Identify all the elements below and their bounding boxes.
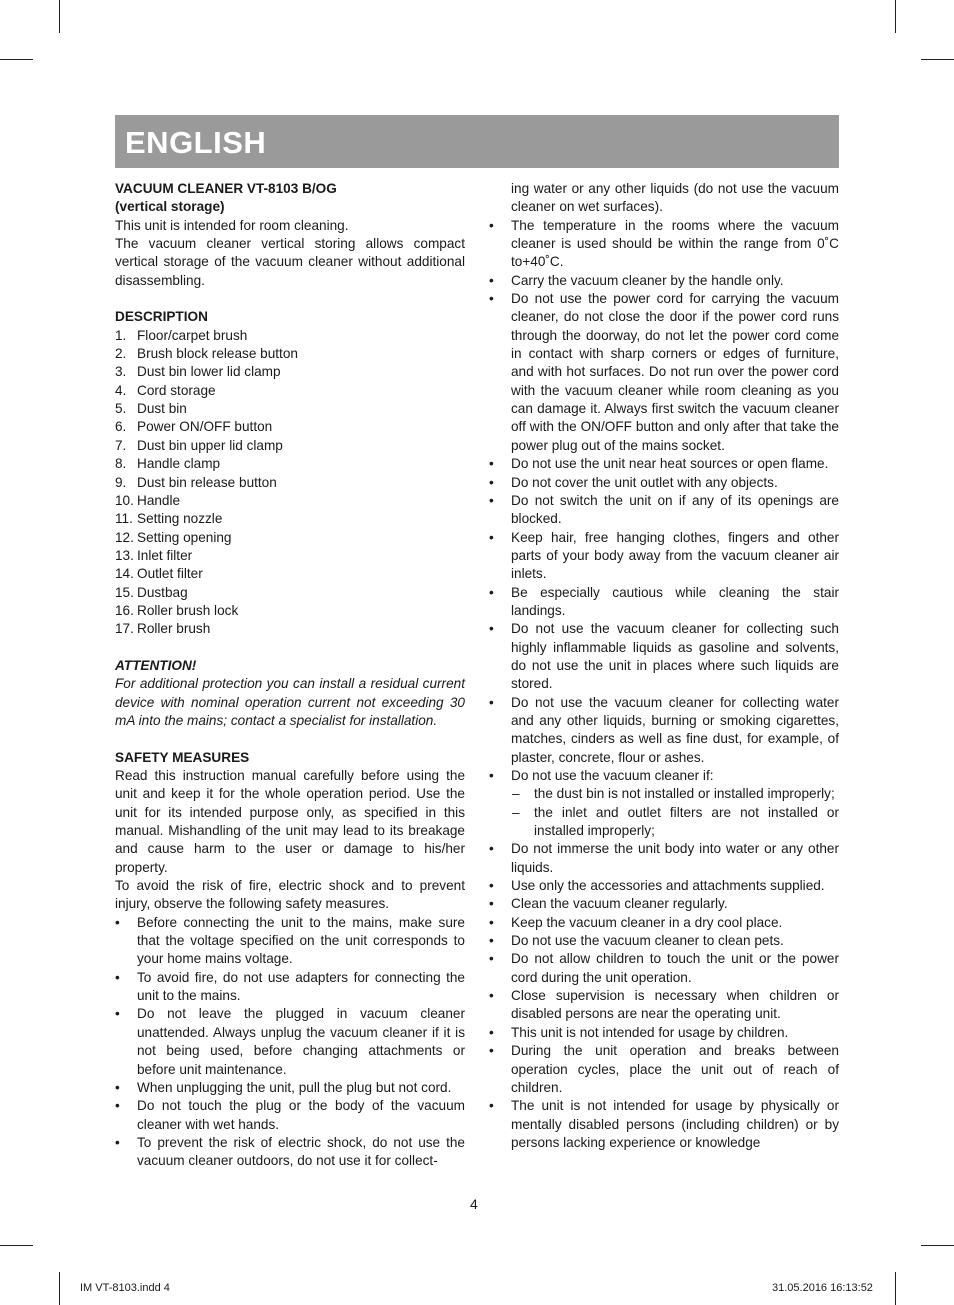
crop-mark bbox=[895, 0, 896, 33]
item-number: 4. bbox=[115, 382, 127, 398]
bullet-icon: • bbox=[489, 896, 494, 912]
list-item: • Do not allow children to touch the unit or the power cord during the unit operation. bbox=[489, 951, 839, 985]
item-number: 10. bbox=[115, 492, 134, 508]
safety-list bbox=[115, 914, 465, 1134]
bullet-icon: • bbox=[489, 914, 494, 930]
crop-mark bbox=[921, 59, 954, 60]
list-item: 13. Inlet filter bbox=[115, 547, 465, 565]
bullet-icon: • bbox=[489, 1024, 494, 1040]
list-item: • When unplugging the unit, pull the plug but not cord. bbox=[115, 1079, 465, 1097]
bullet-icon: • bbox=[115, 1006, 120, 1022]
list-item: • Do not use the unit near heat sources or open flame. bbox=[489, 455, 839, 473]
list-item: • Do not switch the unit on if any of its openings are blocked. bbox=[489, 492, 839, 527]
bullet-icon: • bbox=[115, 914, 120, 930]
item-number: 11. bbox=[115, 511, 133, 527]
list-item: 8. Handle clamp bbox=[115, 455, 465, 473]
item-number: 5. bbox=[115, 401, 127, 417]
list-item: 14. Outlet filter bbox=[115, 565, 465, 583]
list-item: • To avoid fire, do not use adapters for connecting the unit to the mains. bbox=[115, 969, 465, 1004]
crop-mark bbox=[895, 1272, 896, 1305]
list-item: 7. Dust bin upper lid clamp bbox=[115, 437, 465, 455]
description-list bbox=[115, 327, 465, 639]
item-number: 1. bbox=[115, 327, 127, 343]
list-item: • Use only the accessories and attachments supplied. bbox=[489, 877, 839, 895]
list-item: • During the unit operation and breaks between operation cycles, place the unit out of reach of children. bbox=[489, 1043, 839, 1095]
list-item: 10. Handle bbox=[115, 492, 465, 510]
list-item: 9. Dust bin release button bbox=[115, 474, 465, 492]
safety-paragraph: To avoid the risk of fire, electric shock and to prevent injury, observe the following safety measures. bbox=[115, 878, 465, 912]
safety-list bbox=[489, 840, 839, 1152]
crop-mark bbox=[0, 1245, 33, 1246]
list-item: • The unit is not intended for usage by physically or mentally disabled persons (including children) or by persons lacking experience or knowledge bbox=[489, 1098, 839, 1150]
list-item: 4. Cord storage bbox=[115, 382, 465, 400]
list-item: • Before connecting the unit to the mains, make sure that the voltage specified on the unit corresponds to your home mains voltage. bbox=[115, 914, 465, 967]
item-number: 6. bbox=[115, 419, 127, 435]
list-item: – the dust bin is not installed or installed improperly; bbox=[489, 785, 839, 803]
list-item: • Keep hair, free hanging clothes, fingers and other parts of your body away from the vacuum cleaner air inlets. bbox=[489, 529, 839, 582]
item-number: 14. bbox=[115, 566, 134, 582]
list-item: • Do not touch the plug or the body of the vacuum cleaner with wet hands. bbox=[115, 1098, 465, 1132]
intro-paragraph: The vacuum cleaner vertical storing allows compact vertical storage of the vacuum cleaner without additional disassembling. bbox=[115, 236, 465, 288]
item-number: 15. bbox=[115, 584, 134, 600]
footer-filename: IM VT-8103.indd 4 bbox=[80, 1282, 170, 1294]
list-item: • Do not use the vacuum cleaner to clean pets. bbox=[489, 932, 839, 950]
item-number: 16. bbox=[115, 602, 134, 618]
list-item: • Carry the vacuum cleaner by the handle only. bbox=[489, 272, 839, 290]
dash-icon: – bbox=[512, 804, 520, 820]
item-number: 7. bbox=[115, 437, 127, 453]
bullet-icon: • bbox=[489, 456, 494, 472]
bullet-icon: • bbox=[489, 1098, 494, 1114]
footer-timestamp: 31.05.2016 16:13:52 bbox=[772, 1282, 873, 1294]
bullet-icon: • bbox=[489, 272, 494, 288]
safety-paragraph: Read this instruction manual carefully before using the unit and keep it for the whole operation period. Use the unit for its intended purpose only, as specified in this manual. Mishandling of the unit may lead to its breakage and cause harm to the user or damage to his/her property. bbox=[115, 768, 465, 875]
right-column bbox=[489, 180, 839, 1152]
list-item: 1. Floor/carpet brush bbox=[115, 327, 465, 345]
product-title: VACUUM CLEANER VT-8103 B/OG bbox=[115, 181, 337, 196]
bullet-icon: • bbox=[489, 694, 494, 710]
list-item: • The temperature in the rooms where the vacuum cleaner is used should be within the range from 0˚C to+40˚C. bbox=[489, 217, 839, 270]
safety-sublist bbox=[489, 785, 839, 840]
list-item-continuation: ing water or any other liquids (do not use the vacuum cleaner on wet surfaces). bbox=[511, 181, 839, 215]
intro-paragraph: This unit is intended for room cleaning. bbox=[115, 217, 349, 233]
item-number: 2. bbox=[115, 346, 127, 362]
description-heading: DESCRIPTION bbox=[115, 309, 208, 325]
dash-icon: – bbox=[512, 786, 520, 802]
bullet-icon: • bbox=[115, 1134, 120, 1150]
bullet-icon: • bbox=[489, 841, 494, 857]
item-number: 12. bbox=[115, 529, 134, 545]
product-subtitle: (vertical storage) bbox=[115, 199, 225, 215]
list-item: • Do not immerse the unit body into water or any other liquids. bbox=[489, 841, 839, 875]
safety-list bbox=[489, 217, 839, 786]
bullet-icon: • bbox=[489, 217, 494, 233]
bullet-icon: • bbox=[489, 1043, 494, 1059]
bullet-icon: • bbox=[489, 492, 494, 508]
bullet-icon: • bbox=[489, 474, 494, 490]
list-item: 11. Setting nozzle bbox=[115, 510, 465, 528]
bullet-icon: • bbox=[489, 584, 494, 600]
bullet-icon: • bbox=[115, 1079, 120, 1095]
list-item: • Close supervision is necessary when children or disabled persons are near the operating unit. bbox=[489, 988, 839, 1022]
bullet-icon: • bbox=[489, 529, 494, 545]
attention-heading: ATTENTION! bbox=[115, 657, 197, 673]
list-item: • Do not use the vacuum cleaner if: bbox=[489, 767, 839, 785]
list-item: • Do not use the vacuum cleaner for collecting water and any other liquids, burning or smoking cigarettes, matches, cinders as well as fine dust, for example, of plaster, concrete, flour or ashes. bbox=[489, 694, 839, 765]
list-item: – the inlet and outlet filters are not installed or installed improperly; bbox=[512, 804, 839, 839]
bullet-icon: • bbox=[489, 291, 494, 307]
list-item: 15. Dustbag bbox=[115, 584, 465, 602]
list-item: • To prevent the risk of electric shock, do not use the vacuum cleaner outdoors, do not use it for collect- bbox=[115, 1134, 465, 1169]
crop-mark bbox=[921, 1245, 954, 1246]
list-item: • Clean the vacuum cleaner regularly. bbox=[489, 895, 839, 913]
left-column bbox=[115, 180, 465, 1171]
list-item: • Do not cover the unit outlet with any objects. bbox=[489, 474, 839, 492]
bullet-icon: • bbox=[489, 951, 494, 967]
list-item: 2. Brush block release button bbox=[115, 345, 465, 363]
bullet-icon: • bbox=[489, 933, 494, 949]
safety-heading: SAFETY MEASURES bbox=[115, 749, 250, 765]
item-number: 8. bbox=[115, 456, 127, 472]
crop-mark bbox=[0, 59, 33, 60]
list-item: • Keep the vacuum cleaner in a dry cool place. bbox=[489, 914, 839, 932]
list-item: • Be especially cautious while cleaning the stair landings. bbox=[489, 584, 839, 618]
list-item: 3. Dust bin lower lid clamp bbox=[115, 363, 465, 381]
section-banner bbox=[115, 115, 839, 168]
list-item: 17. Roller brush bbox=[115, 620, 465, 638]
item-number: 3. bbox=[115, 364, 127, 380]
item-number: 17. bbox=[115, 621, 134, 637]
safety-list-continued bbox=[115, 1134, 465, 1171]
list-item: • Do not use the power cord for carrying the vacuum cleaner, do not close the door if the power cord runs through the doorway, do not let the power cord come in contact with sharp corners or edges of furniture, and with hot surfaces. Do not run over the power cord with the vacuum cleaner while room cleaning as you can damage it. Always first switch the vacuum cleaner off with the ON/OFF button and only after that take the power plug out of the mains socket. bbox=[489, 291, 839, 453]
list-item: 16. Roller brush lock bbox=[115, 602, 465, 620]
attention-text: For additional protection you can install a residual current device with nominal operation current not exceeding 30 mA into the mains; contact a specialist for installation. bbox=[115, 676, 465, 728]
bullet-icon: • bbox=[489, 988, 494, 1004]
list-item: • Do not use the vacuum cleaner for collecting such highly inflammable liquids as gasoline and solvents, do not use the unit in places where such liquids are stored. bbox=[489, 621, 839, 692]
bullet-icon: • bbox=[489, 768, 494, 783]
bullet-icon: • bbox=[489, 878, 494, 894]
bullet-icon: • bbox=[115, 969, 120, 985]
item-number: 13. bbox=[115, 547, 134, 563]
list-item: 12. Setting opening bbox=[115, 529, 465, 547]
item-number: 9. bbox=[115, 474, 127, 490]
bullet-icon: • bbox=[489, 621, 494, 637]
list-item: • Do not leave the plugged in vacuum cleaner unattended. Always unplug the vacuum cleaner if it is not being used, before changing attachments or before unit maintenance. bbox=[115, 1006, 465, 1077]
list-item: 6. Power ON/OFF button bbox=[115, 418, 465, 436]
list-item: 5. Dust bin bbox=[115, 400, 465, 418]
section-title: ENGLISH bbox=[125, 125, 267, 160]
crop-mark bbox=[59, 0, 60, 33]
crop-mark bbox=[59, 1272, 60, 1305]
list-item: • This unit is not intended for usage by children. bbox=[489, 1024, 839, 1042]
bullet-icon: • bbox=[115, 1098, 120, 1114]
page-number: 4 bbox=[470, 1196, 478, 1212]
